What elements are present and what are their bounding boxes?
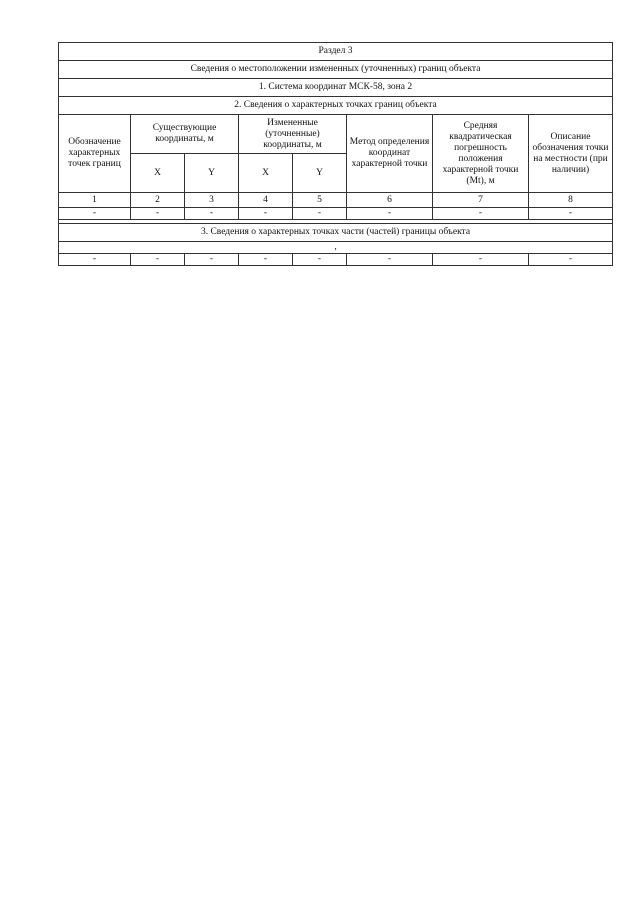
column-number: 8	[529, 193, 613, 208]
table-cell: -	[59, 254, 131, 266]
section-subtitle: Сведения о местоположении измененных (уточненных) границ объекта	[59, 61, 613, 79]
section-title: Раздел 3	[59, 43, 613, 61]
table-cell: -	[347, 208, 433, 220]
table-cell: -	[293, 254, 347, 266]
table-cell: -	[185, 254, 239, 266]
column-number: 6	[347, 193, 433, 208]
header-existing-coords: Существующие координаты, м	[131, 115, 239, 154]
header-changed-coords: Измененные (уточненные) координаты, м	[239, 115, 347, 154]
header-existing-x: X	[131, 154, 185, 193]
column-number: 5	[293, 193, 347, 208]
points-title: 2. Сведения о характерных точках границ объекта	[59, 97, 613, 115]
table-cell: -	[239, 208, 293, 220]
table-cell: -	[433, 208, 529, 220]
column-number: 2	[131, 193, 185, 208]
header-existing-y: Y	[185, 154, 239, 193]
table-cell: -	[131, 208, 185, 220]
table-cell: -	[529, 208, 613, 220]
section-3-table	[58, 42, 613, 266]
column-number: 4	[239, 193, 293, 208]
table-cell: -	[59, 208, 131, 220]
table-cell: -	[293, 208, 347, 220]
header-changed-x: X	[239, 154, 293, 193]
column-number: 1	[59, 193, 131, 208]
table-cell: -	[185, 208, 239, 220]
part-points-title: 3. Сведения о характерных точках части (частей) границы объекта	[59, 224, 613, 242]
header-method: Метод определения координат характерной точки	[347, 115, 433, 193]
column-number-row	[59, 193, 613, 208]
header-designation: Обозначение характерных точек границ	[59, 115, 131, 193]
table-cell: -	[239, 254, 293, 266]
header-accuracy: Средняя квадратическая погрешность положения характерной точки (Mt), м	[433, 115, 529, 193]
table-row	[59, 254, 613, 266]
coordinate-system: 1. Система координат МСК-58, зона 2	[59, 79, 613, 97]
header-description: Описание обозначения точки на местности (при наличии)	[529, 115, 613, 193]
table-row	[59, 208, 613, 220]
part-marker: ,	[59, 242, 613, 254]
header-changed-y: Y	[293, 154, 347, 193]
table-cell: -	[131, 254, 185, 266]
column-number: 3	[185, 193, 239, 208]
column-number: 7	[433, 193, 529, 208]
document-sheet	[58, 42, 612, 266]
table-cell: -	[433, 254, 529, 266]
table-cell: -	[529, 254, 613, 266]
table-cell: -	[347, 254, 433, 266]
